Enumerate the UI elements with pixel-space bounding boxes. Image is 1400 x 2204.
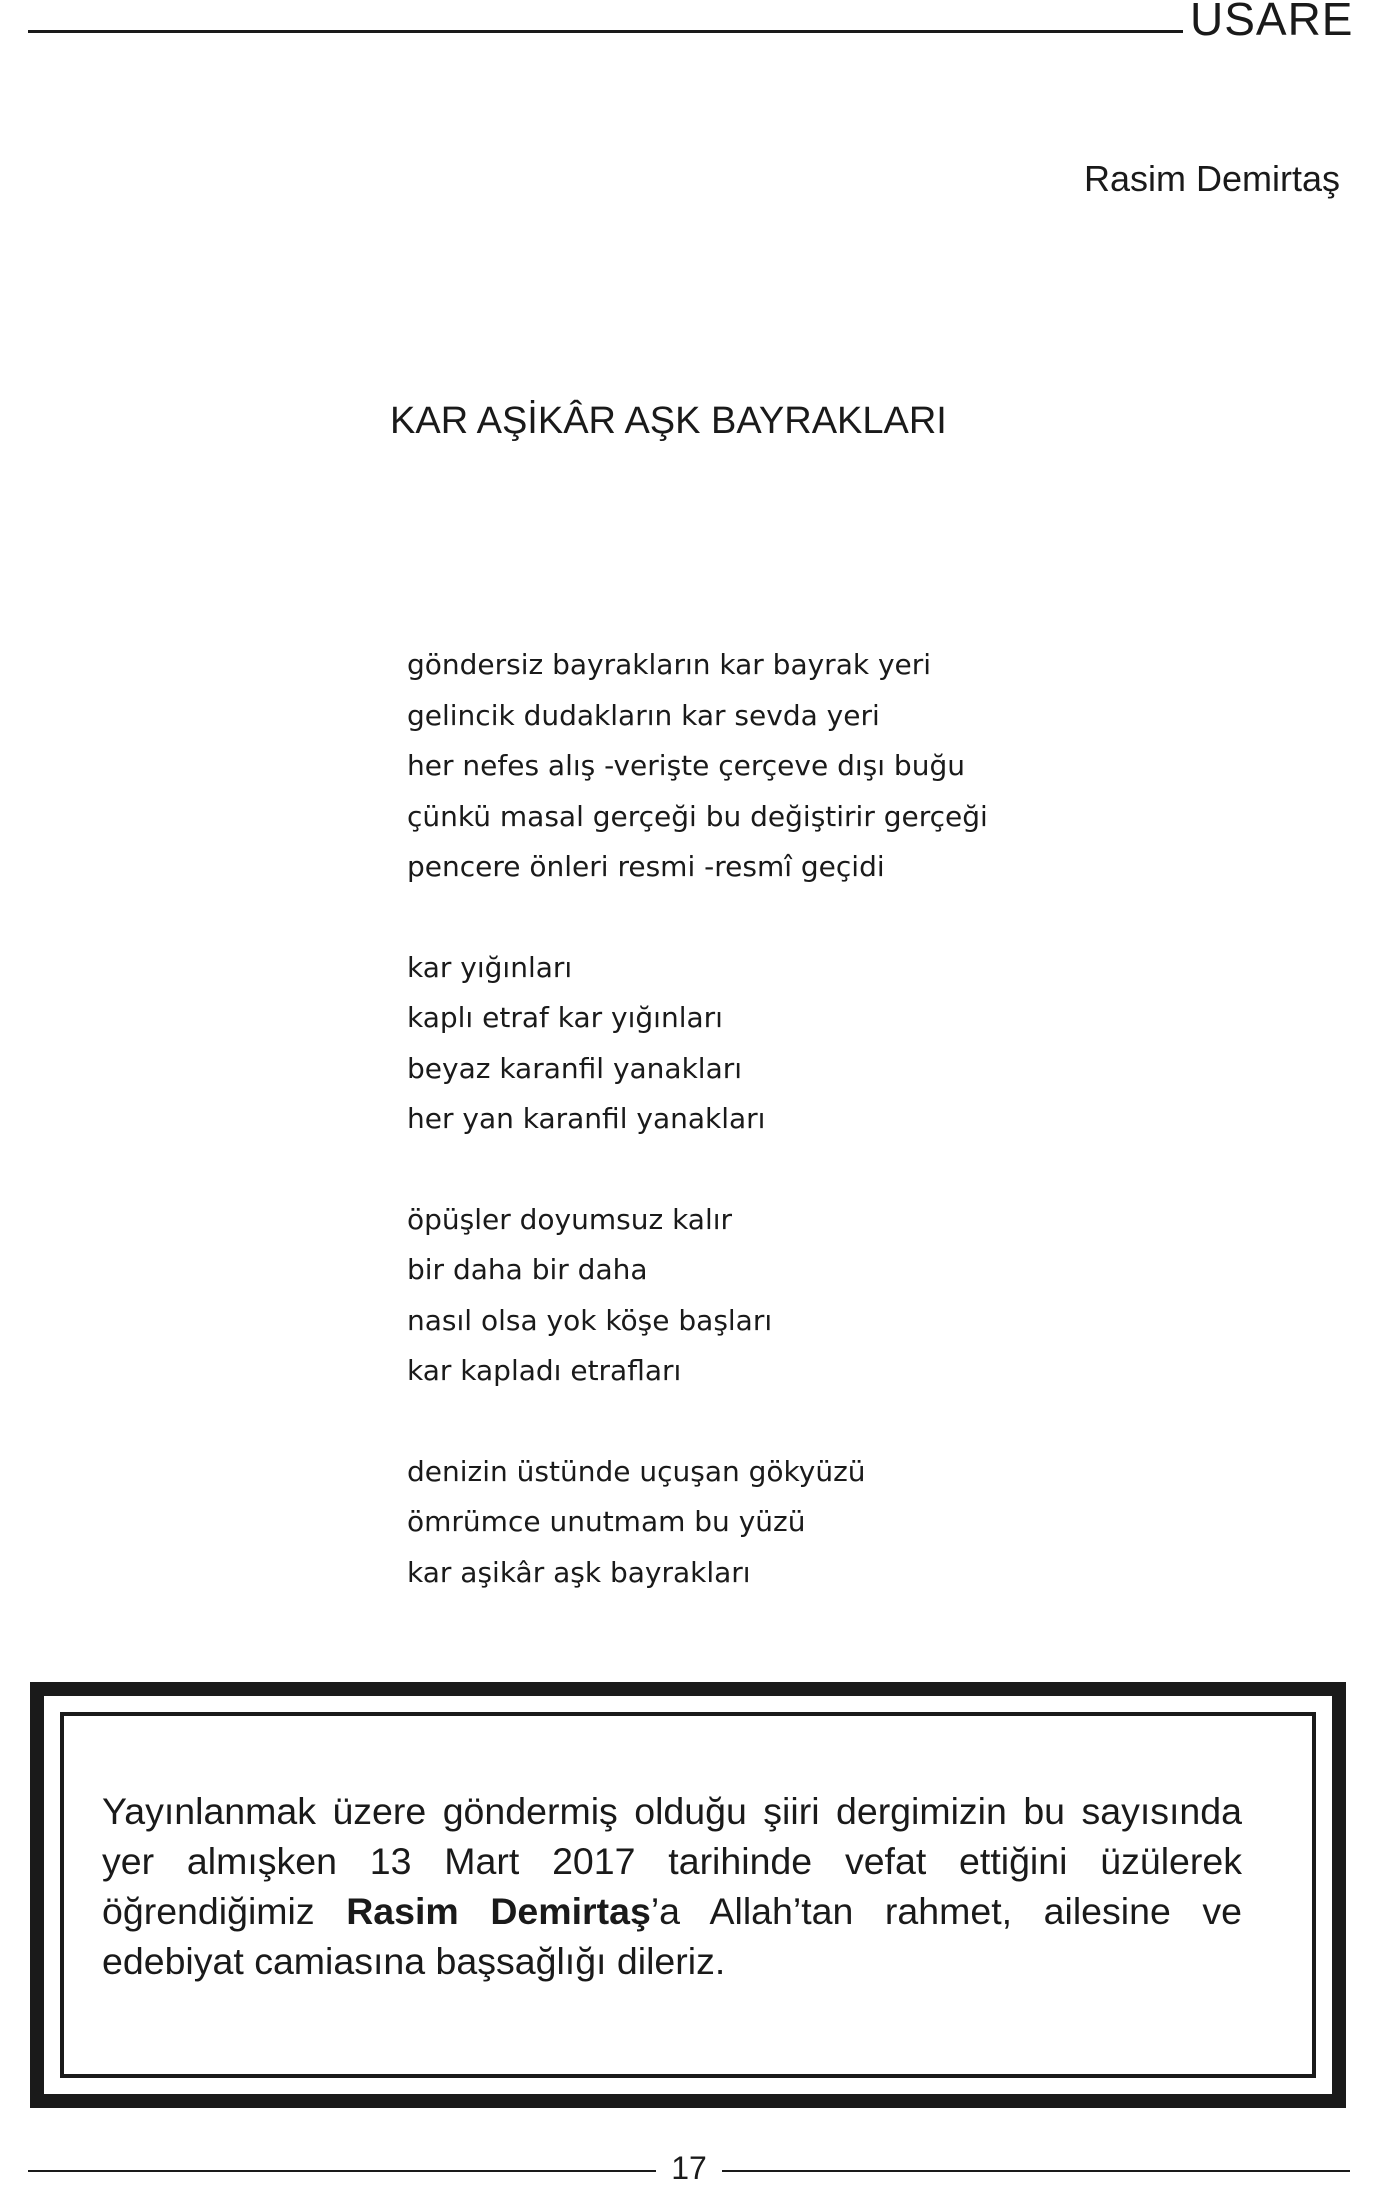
stanza-4 (407, 1447, 988, 1599)
author-name: Rasim Demirtaş (1083, 158, 1340, 199)
poem-line: her yan karanfil yanakları (407, 1102, 766, 1135)
poem-line: beyaz karanfil yanakları (407, 1051, 743, 1085)
poem-line: ömrümce unutmam bu yüzü (407, 1505, 806, 1538)
poem-title: KAR AŞİKÂR AŞK BAYRAKLARI (390, 400, 947, 442)
poem-line: denizin üstünde uçuşan gökyüzü (407, 1454, 866, 1488)
page-number: 17 (671, 2150, 707, 2186)
poem-line: kar aşikâr aşk bayrakları (407, 1555, 751, 1589)
poem-line: gelincik dudakların kar sevda yeri (407, 698, 880, 732)
footer-rule-right (722, 2170, 1350, 2172)
poem-line: göndersiz bayrakların kar bayrak yeri (407, 648, 932, 681)
footer-rule-left (28, 2170, 656, 2172)
poem-line: çünkü masal gerçeği bu değiştirir gerçeği (407, 799, 988, 833)
poem-line: kaplı etraf kar yığınları (407, 1001, 723, 1034)
poem-line: pencere önleri resmi -resmî geçidi (407, 850, 885, 883)
poem-line: öpüşler doyumsuz kalır (407, 1202, 733, 1236)
obituary-notice-text (102, 1786, 1242, 1986)
notice-text-before: Yayınlanmak üzere göndermiş olduğu şiiri dergimizin bu sayısında yer almışken 13 Mart 2017 tarihinde vefat ettiğini üzülerek öğrendiğimiz (102, 1790, 1242, 1932)
poem-line: nasıl olsa yok köşe başları (407, 1303, 773, 1337)
notice-text-after: ’a Allah’tan rahmet, ailesine ve edebiyat camiasına başsağlığı dileriz. (102, 1890, 1242, 1982)
notice-deceased-name: Rasim Demirtaş (346, 1890, 651, 1932)
header-rule (28, 30, 1183, 33)
poem-line: her nefes alış -verişte çerçeve dışı buğu (407, 749, 965, 782)
journal-name: USARE (1190, 0, 1354, 45)
poem-body (407, 640, 988, 1648)
poem-line: bir daha bir daha (407, 1253, 648, 1286)
poem-line: kar kapladı etrafları (407, 1354, 682, 1387)
stanza-1 (407, 640, 988, 893)
stanza-3 (407, 1195, 988, 1397)
poem-line: kar yığınları (407, 950, 573, 984)
stanza-2 (407, 943, 988, 1145)
